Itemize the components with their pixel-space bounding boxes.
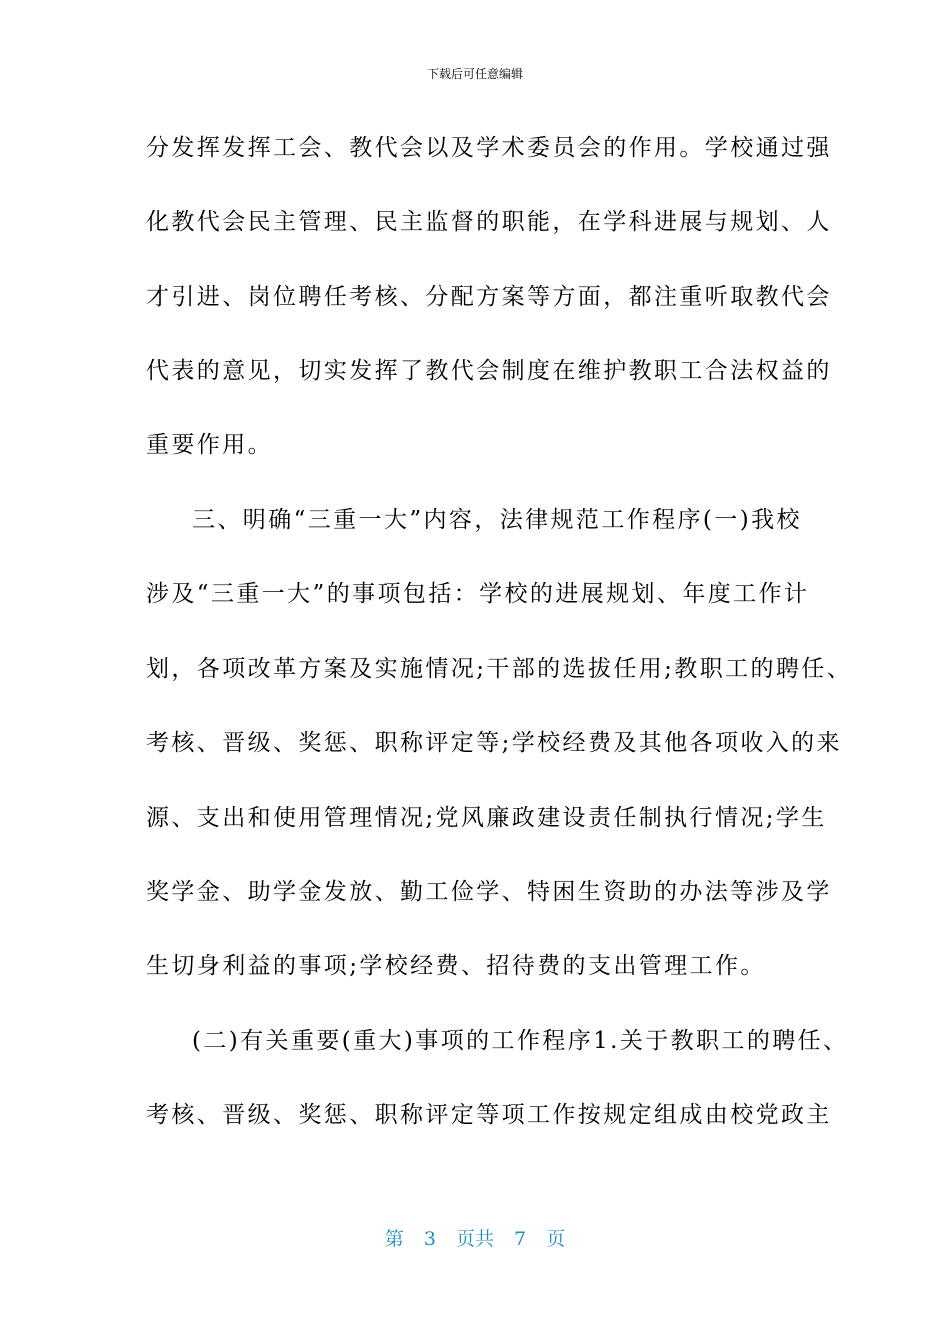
page-header-note: 下载后可任意编辑 xyxy=(426,67,523,81)
body-line: 涉及“三重一大”的事项包括：学校的进展规划、年度工作计 xyxy=(146,581,810,607)
footer-suffix: 页 xyxy=(546,1228,566,1250)
body-line: 化教代会民主管理、民主监督的职能，在学科进展与规划、人 xyxy=(146,209,832,235)
footer-middle: 页共 xyxy=(455,1228,494,1250)
section-heading-line: 三、明确“三重一大”内容，法律规范工作程序(一)我校 xyxy=(192,507,802,533)
footer-total-pages: 7 xyxy=(514,1228,527,1250)
footer-current-page: 3 xyxy=(423,1228,436,1250)
body-line: 奖学金、助学金发放、勤工俭学、特困生资助的办法等涉及学 xyxy=(146,879,832,905)
body-line: 分发挥发挥工会、教代会以及学术委员会的作用。学校通过强 xyxy=(146,135,832,161)
body-line: 源、支出和使用管理情况;党风廉政建设责任制执行情况;学生 xyxy=(146,805,827,831)
subsection-line: (二)有关重要(重大)事项的工作程序1.关于教职工的聘任、 xyxy=(192,1028,849,1054)
body-line: 重要作用。 xyxy=(146,432,273,458)
body-line: 才引进、岗位聘任考核、分配方案等方面，都注重听取教代会 xyxy=(146,284,832,310)
body-line: 代表的意见，切实发挥了教代会制度在维护教职工合法权益的 xyxy=(146,358,832,384)
body-line: 生切身利益的事项;学校经费、招待费的支出管理工作。 xyxy=(146,953,766,979)
body-line: 考核、晋级、奖惩、职称评定等;学校经费及其他各项收入的来 xyxy=(146,730,842,756)
body-line: 划，各项改革方案及实施情况;干部的选拔任用;教职工的聘任、 xyxy=(146,656,853,682)
body-line: 考核、晋级、奖惩、职称评定等项工作按规定组成由校党政主 xyxy=(146,1102,832,1128)
page-footer xyxy=(0,1227,950,1251)
footer-prefix: 第 xyxy=(384,1228,404,1250)
